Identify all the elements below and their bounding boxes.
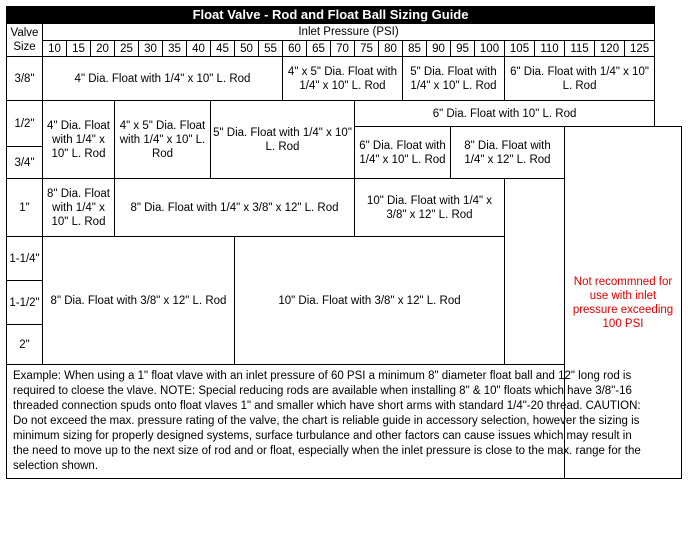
- pressure-cell: 90: [427, 41, 451, 57]
- valve-size-cell: 1": [7, 179, 43, 237]
- pressure-cell: 110: [535, 41, 565, 57]
- sizing-cell: 6" Dia. Float with 1/4" x 10" L. Rod: [505, 57, 655, 101]
- pressure-cell: 50: [235, 41, 259, 57]
- sizing-cell: 8" Dia. Float with 3/8" x 12" L. Rod: [43, 237, 235, 365]
- valve-size-cell: 1-1/4": [7, 237, 43, 281]
- table-title: Float Valve - Rod and Float Ball Sizing Guide: [7, 7, 655, 24]
- sizing-cell: 4" x 5" Dia. Float with 1/4" x 10" L. Rod: [283, 57, 403, 101]
- pressure-row: [7, 41, 682, 57]
- pressure-cell: 105: [505, 41, 535, 57]
- sizing-table: [6, 6, 682, 479]
- sizing-cell: 4" Dia. Float with 1/4" x 10" L. Rod: [43, 101, 115, 179]
- sizing-cell: 8" Dia. Float with 1/4" x 10" L. Rod: [43, 179, 115, 237]
- pressure-cell: 115: [565, 41, 595, 57]
- sizing-cell: 4" Dia. Float with 1/4" x 10" L. Rod: [43, 57, 283, 101]
- pressure-cell: 25: [115, 41, 139, 57]
- valve-size-header: Valve Size: [7, 24, 43, 57]
- pressure-cell: 45: [211, 41, 235, 57]
- sizing-cell: 4" x 5" Dia. Float with 1/4" x 10" L. Rod: [115, 101, 211, 179]
- pressure-cell: 100: [475, 41, 505, 57]
- table-row: [7, 57, 682, 101]
- pressure-cell: 55: [259, 41, 283, 57]
- valve-size-cell: 2": [7, 325, 43, 365]
- sizing-cell: 6" Dia. Float with 10" L. Rod: [355, 101, 655, 127]
- sizing-cell: 8" Dia. Float with 1/4" x 3/8" x 12" L. Rod: [115, 179, 355, 237]
- valve-size-cell: 3/8": [7, 57, 43, 101]
- pressure-cell: 70: [331, 41, 355, 57]
- pressure-cell: 125: [625, 41, 655, 57]
- sizing-cell: 5" Dia. Float with 1/4" x 10" L. Rod: [211, 101, 355, 179]
- pressure-cell: 80: [379, 41, 403, 57]
- sizing-guide: [6, 6, 682, 479]
- pressure-cell: 75: [355, 41, 379, 57]
- table-row: [7, 101, 682, 127]
- pressure-cell: 30: [139, 41, 163, 57]
- example-note: Example: When using a 1" float vlave with an inlet pressure of 60 PSI a minimum 8" diameter float ball and 12" long rod is required to cloese the vlave. NOTE: Special reducing rods are available when installing 8" & 10" floats which have 3/8"-16 threaded connection spuds onto float vlaves 1" and smaller which have short arms with standard 1/4"-20 thread. CAUTION: Do not exceed the max. pressure rating of the valve, the chart is reliable guide in accessory selection, however the sizing is minimum sizing for properly designed systems, surface turbulance and other factors can cause issues which may result in the need to move up to the next size of rod and or float, especially when the inlet pressure is close to the max. range for the selection shown.: [7, 365, 655, 479]
- sizing-cell: 10" Dia. Float with 3/8" x 12" L. Rod: [235, 237, 505, 365]
- pressure-cell: 65: [307, 41, 331, 57]
- pressure-cell: 20: [91, 41, 115, 57]
- pressure-cell: 95: [451, 41, 475, 57]
- not-recommended-note: Not recommned for use with inlet pressure exceeding 100 PSI: [565, 127, 682, 479]
- pressure-cell: 15: [67, 41, 91, 57]
- pressure-cell: 40: [187, 41, 211, 57]
- sizing-cell: 6" Dia. Float with 1/4" x 10" L. Rod: [355, 127, 451, 179]
- pressure-cell: 85: [403, 41, 427, 57]
- valve-size-cell: 1/2": [7, 101, 43, 147]
- inlet-pressure-header: Inlet Pressure (PSI): [43, 24, 655, 41]
- valve-size-cell: 3/4": [7, 147, 43, 179]
- valve-size-cell: 1-1/2": [7, 281, 43, 325]
- pressure-cell: 120: [595, 41, 625, 57]
- pressure-cell: 60: [283, 41, 307, 57]
- pressure-cell: 10: [43, 41, 67, 57]
- sizing-cell: 10" Dia. Float with 1/4" x 3/8" x 12" L. Rod: [355, 179, 505, 237]
- pressure-cell: 35: [163, 41, 187, 57]
- sizing-cell: 8" Dia. Float with 1/4" x 12" L. Rod: [451, 127, 565, 179]
- sizing-cell: 5" Dia. Float with 1/4" x 10" L. Rod: [403, 57, 505, 101]
